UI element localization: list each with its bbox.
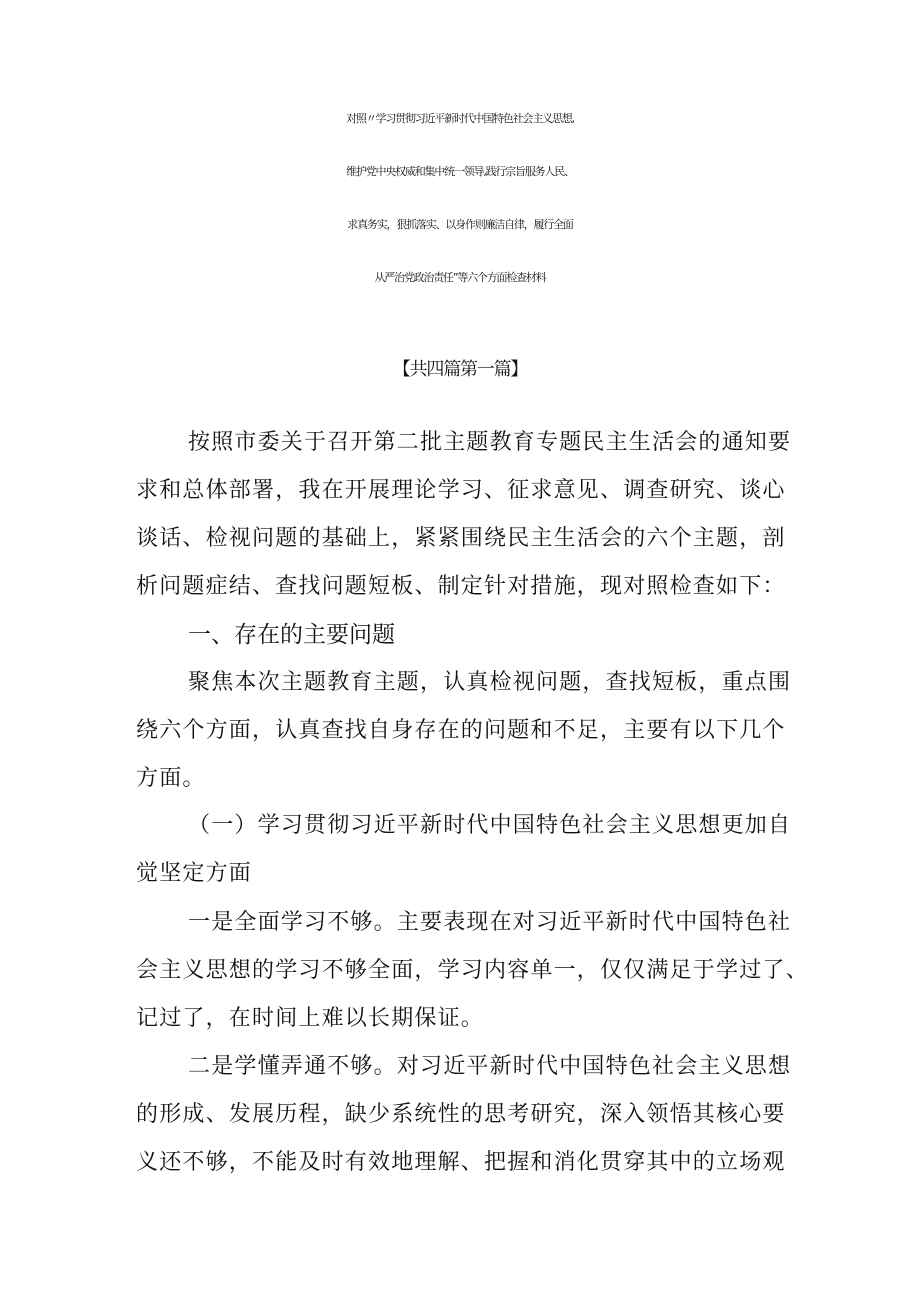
document-title-line-4: 从严治党政治责任”等六个方面检查材料 (374, 271, 546, 284)
paragraph-line: 一是全面学习不够。主要表现在对习近平新时代中国特色社 (188, 910, 792, 935)
paragraph-line: 义还不够，不能及时有效地理解、把握和消化贯穿其中的立场观 (136, 1150, 786, 1175)
paragraph-line: 二是学懂弄通不够。对习近平新时代中国特色社会主义思想 (188, 1054, 792, 1079)
heading-existing-problems: 一、存在的主要问题 (188, 622, 395, 648)
paragraph-line: 绕六个方面，认真查找自身存在的问题和不足，主要有以下几个 (136, 718, 786, 743)
paragraph-line: 的形成、发展历程，缺少系统性的思考研究，深入领悟其核心要 (136, 1102, 786, 1127)
paragraph-line: 谈话、检视问题的基础上，紧紧围绕民主生活会的六个主题，剖 (136, 526, 786, 551)
paragraph-line: 记过了，在时间上难以长期保证。 (136, 1006, 485, 1031)
section-heading: 【共四篇第一篇】 (392, 359, 528, 380)
sub-heading-line: （一）学习贯彻习近平新时代中国特色社会主义思想更加自 (188, 813, 792, 838)
paragraph-line: 按照市委关于召开第二批主题教育专题民主生活会的通知要 (188, 430, 792, 455)
paragraph-line: 方面。 (136, 766, 206, 791)
document-title-line-1: 对照〃学习贯彻习近平新时代中国特色社会主义思想, (346, 112, 574, 125)
paragraph-line: 会主义思想的学习不够全面，学习内容单一，仅仅满足于学过了、 (136, 958, 809, 983)
paragraph-line: 聚焦本次主题教育主题，认真检视问题，查找短板，重点围 (188, 670, 792, 695)
document-title-line-3: 求真务实，狠抓落实、以身作则廉洁自律，履行全面 (347, 218, 573, 231)
document-title-line-2: 维护党中央权威和集中统一领导,践行宗旨服务人民、 (346, 165, 574, 178)
paragraph-line: 求和总体部署，我在开展理论学习、征求意见、调查研究、谈心 (136, 478, 786, 503)
paragraph-line: 析问题症结、查找问题短板、制定针对措施，现对照检查如下： (136, 574, 786, 599)
sub-heading-line: 觉坚定方面 (136, 861, 253, 886)
